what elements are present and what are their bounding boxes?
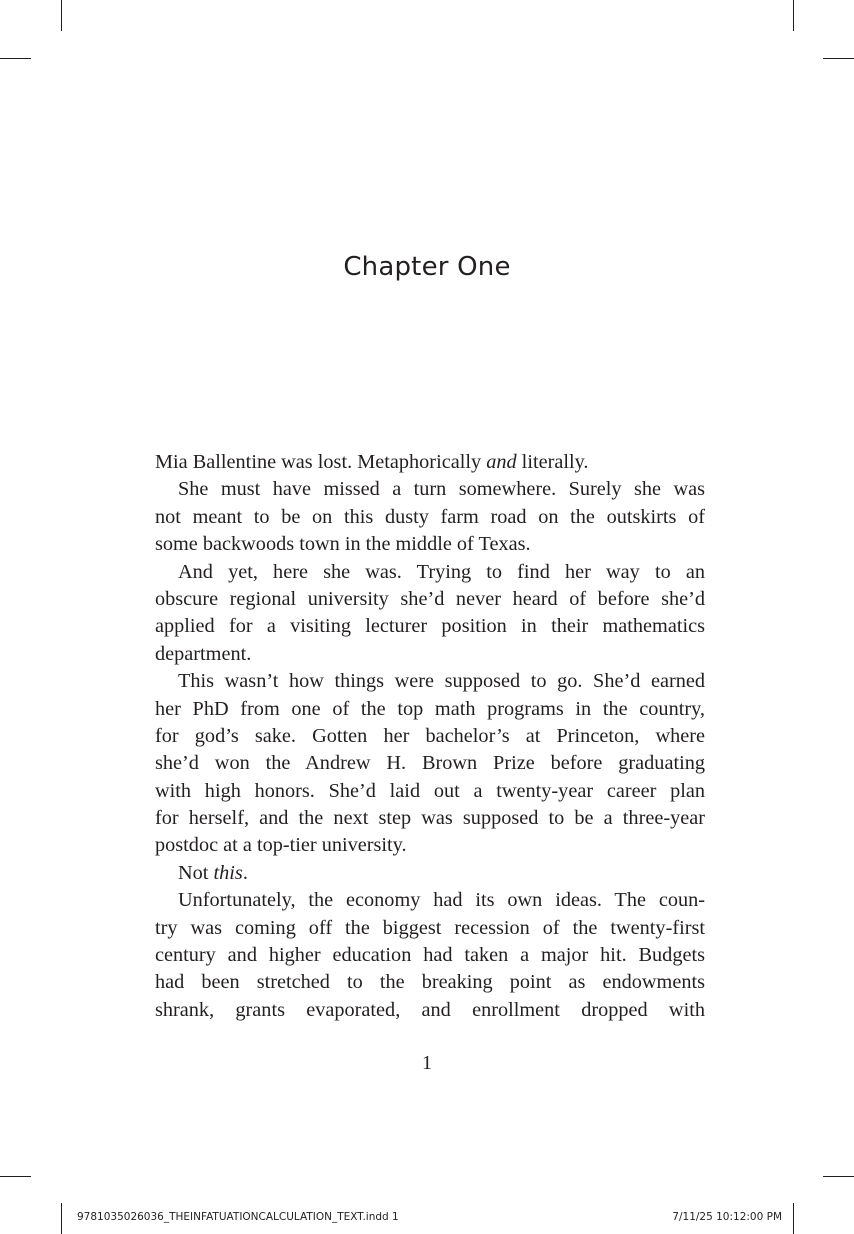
chapter-title: Chapter One	[343, 252, 511, 282]
text-line	[155, 778, 705, 805]
crop-mark-top-right	[793, 0, 794, 31]
crop-mark-bottom-right	[793, 1203, 794, 1234]
text-run: for herself, and the next step was supposed to be a three-year	[155, 807, 705, 830]
text-line	[155, 805, 705, 832]
text-line	[155, 586, 705, 613]
text-line	[155, 915, 705, 942]
text-run: And yet, here she was. Trying to find her way to an	[178, 560, 705, 583]
crop-mark-bottom-left	[0, 1176, 31, 1177]
text-run: century and higher education had taken a major hit. Budgets	[155, 944, 705, 967]
text-line	[155, 613, 705, 640]
text-line	[155, 887, 705, 914]
text-run: She must have missed a turn somewhere. Surely she was	[178, 478, 705, 501]
text-line	[155, 832, 705, 859]
text-line	[155, 476, 705, 503]
text-line	[155, 504, 705, 531]
italic-text: and	[486, 451, 517, 473]
text-run: some backwoods town in the middle of Texas.	[155, 533, 531, 556]
text-line	[155, 723, 705, 750]
text-line	[155, 860, 705, 887]
text-run: Not	[178, 861, 214, 884]
crop-mark-top-right	[823, 58, 854, 59]
text-run: she’d won the Andrew H. Brown Prize before graduating	[155, 752, 705, 775]
text-run: obscure regional university she’d never heard of before she’d	[155, 587, 705, 610]
text-line	[155, 969, 705, 996]
text-run: This wasn’t how things were supposed to go. She’d earned	[178, 670, 705, 693]
text-line	[155, 997, 705, 1024]
crop-mark-top-left	[0, 58, 31, 59]
text-run: department.	[155, 642, 252, 665]
italic-text: this	[213, 861, 243, 884]
text-line	[155, 942, 705, 969]
slug-timestamp: 7/11/25 10:12:00 PM	[672, 1211, 782, 1223]
text-line	[155, 559, 705, 586]
text-line	[155, 696, 705, 723]
text-line	[155, 531, 705, 558]
text-line	[155, 750, 705, 777]
body-text	[155, 449, 705, 1024]
text-run: her PhD from one of the top math programs in the country,	[155, 697, 705, 720]
text-line	[155, 668, 705, 695]
crop-mark-bottom-left	[61, 1203, 62, 1234]
text-line	[155, 449, 705, 476]
text-run: literally.	[516, 451, 589, 473]
page-number: 1	[422, 1052, 432, 1074]
text-run: for god’s sake. Gotten her bachelor’s at Princeton, where	[155, 724, 705, 747]
text-run: applied for a visiting lecturer position in their mathematics	[155, 615, 705, 638]
text-run: Mia Ballentine was lost. Metaphorically	[155, 451, 487, 473]
text-run: not meant to be on this dusty farm road on the outskirts of	[155, 505, 705, 528]
text-line	[155, 641, 705, 668]
text-run: postdoc at a top-tier university.	[155, 834, 407, 857]
slug-filename: 9781035026036_THEINFATUATIONCALCULATION_TEXT.indd 1	[77, 1211, 399, 1223]
text-run: try was coming off the biggest recession of the twenty-first	[155, 916, 705, 939]
text-run: Unfortunately, the economy had its own ideas. The coun-	[178, 889, 705, 912]
text-run: .	[242, 861, 248, 884]
crop-mark-top-left	[61, 0, 62, 31]
crop-mark-bottom-right	[823, 1176, 854, 1177]
text-run: had been stretched to the breaking point as endowments	[155, 971, 705, 994]
text-run: with high honors. She’d laid out a twenty-year career plan	[155, 779, 705, 802]
text-run: shrank, grants evaporated, and enrollment dropped with	[155, 998, 705, 1021]
